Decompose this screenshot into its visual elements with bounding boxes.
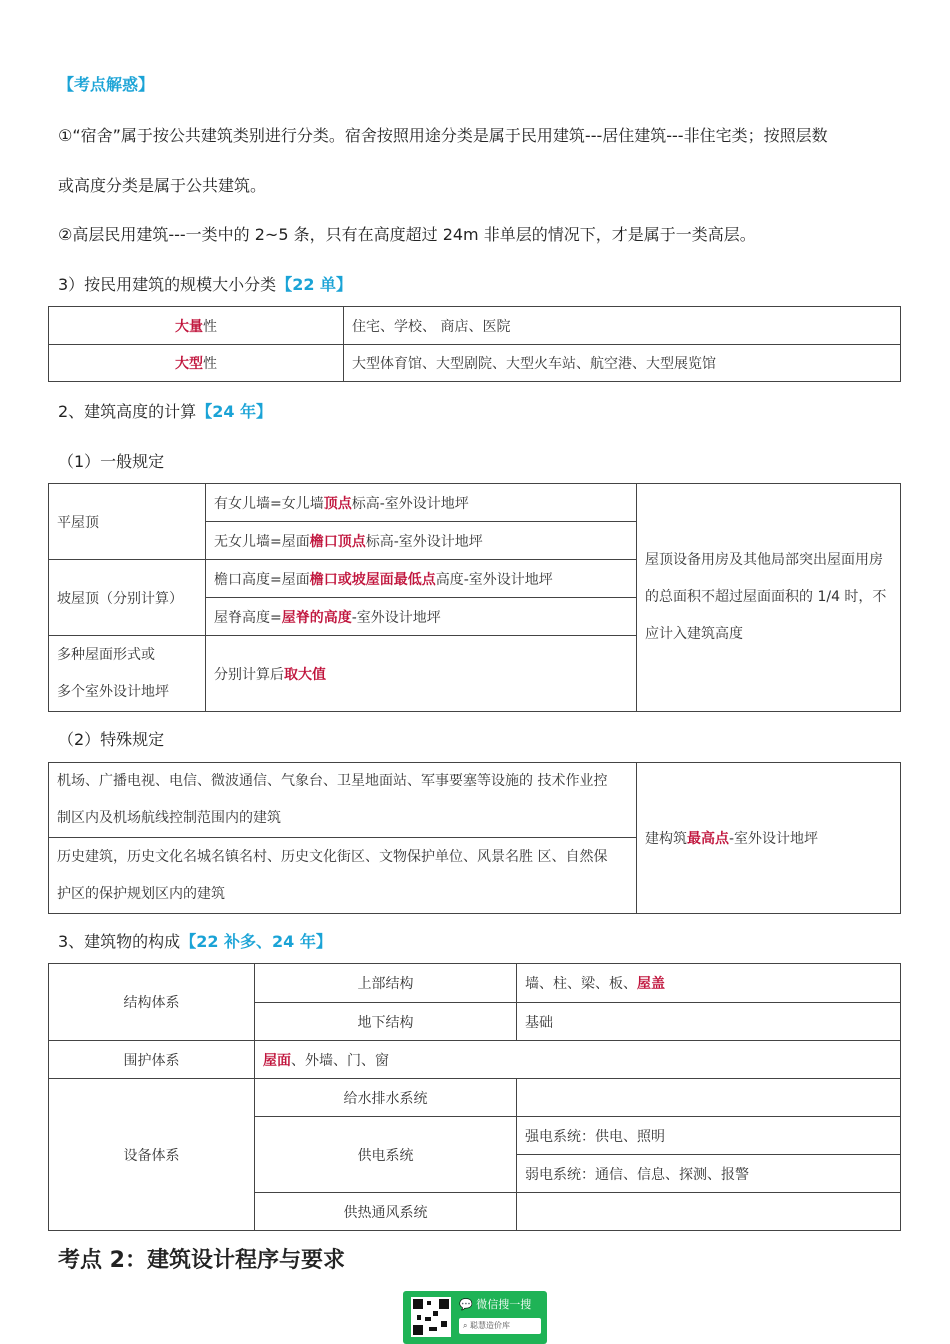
composition-heading: 3、建筑物的构成【22 补多、24 年】 [58, 932, 332, 951]
scale-heading: 3）按民用建筑的规模大小分类【22 单】 [58, 275, 353, 294]
table-row: 大量性 住宅、学校、 商店、医院 [49, 307, 901, 345]
qr-code-icon [411, 1297, 451, 1337]
scale-tag: 【22 单】 [276, 275, 353, 294]
wechat-icon: 💬 [459, 1298, 473, 1311]
analysis-line-2: 或高度分类是属于公共建筑。 [58, 176, 267, 195]
height-note: 屋顶设备用房及其他局部突出屋面用房 的总面积不超过屋面面积的 1/4 时，不 应计入建筑高度 [637, 484, 901, 712]
wechat-search-badge[interactable]: 💬 微信搜一搜 ⌕ 聪慧造价库 [403, 1291, 547, 1344]
special-rule-heading: （2）特殊规定 [58, 730, 165, 749]
analysis-line-1: ①“宿舍”属于按公共建筑类别进行分类。宿舍按照用途分类是属于民用建筑---居住建筑---非住宅类；按照层数 [58, 126, 828, 145]
section-2-heading: 考点 2：建筑设计程序与要求 [58, 1248, 345, 1273]
general-rule-heading: （1）一般规定 [58, 452, 165, 471]
composition-tag: 【22 补多、24 年】 [180, 932, 332, 951]
special-rule-table: 机场、广播电视、电信、微波通信、气象台、卫星地面站、军事要塞等设施的 技术作业控 制区内及机场航线控制范围内的建筑 建构筑最高点-室外设计地坪 历史建筑，历史文化名城名镇名村、历史文化街区、文物保护单位、风景名胜 区、自然保 护区的保护规划区内的建筑 [48, 762, 901, 914]
scale-table [48, 306, 901, 382]
analysis-title: 【考点解惑】 [58, 75, 155, 94]
height-tag: 【24 年】 [196, 402, 273, 421]
analysis-line-3: ②高层民用建筑---一类中的 2~5 条，只有在高度超过 24m 非单层的情况下，才是属于一类高层。 [58, 225, 756, 244]
composition-table: 结构体系 上部结构 墙、柱、梁、板、屋盖 地下结构 基础 围护体系 屋面、外墙、门、窗 设备体系 给水排水系统 供电系统 强电系统：供电、照明 弱电系统：通信、信息、探测、报警 供热通风系统 [48, 963, 901, 1231]
search-icon: ⌕ [463, 1321, 468, 1330]
general-rule-table: 平屋顶 有女儿墙=女儿墙顶点标高-室外设计地坪 屋顶设备用房及其他局部突出屋面用房 的总面积不超过屋面面积的 1/4 时，不 应计入建筑高度 无女儿墙=屋面檐口顶点标高-室外设计地坪 坡屋顶（分别计算） 檐口高度=屋面檐口或坡屋面最低点高度-室外设计地坪 屋脊高度=屋脊的高度-室外设计地坪 多种屋面形式或 多个室外设计地坪 分别计算后取大值 [48, 483, 901, 712]
table-row: 大型性 大型体育馆、大型剧院、大型火车站、航空港、大型展览馆 [49, 345, 901, 382]
height-heading: 2、建筑高度的计算【24 年】 [58, 402, 273, 421]
